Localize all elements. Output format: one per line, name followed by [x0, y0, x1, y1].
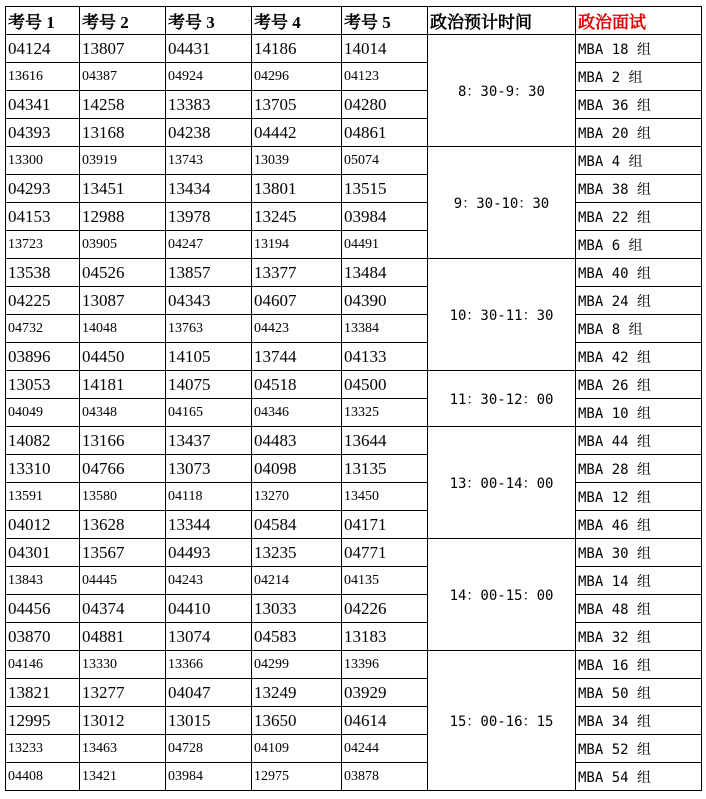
interview-group-cell: MBA 10 组: [576, 399, 702, 427]
exam-id-cell: 04135: [342, 567, 428, 595]
exam-id-cell: 13743: [166, 147, 252, 175]
exam-id-cell: 04348: [80, 399, 166, 427]
exam-id-cell: 04491: [342, 231, 428, 259]
exam-id-cell: 03896: [6, 343, 80, 371]
exam-id-cell: 04301: [6, 539, 80, 567]
interview-group-cell: MBA 42 组: [576, 343, 702, 371]
exam-id-cell: 04483: [252, 427, 342, 455]
exam-id-cell: 04410: [166, 595, 252, 623]
exam-id-cell: 13166: [80, 427, 166, 455]
exam-id-cell: 03984: [342, 203, 428, 231]
exam-id-cell: 13744: [252, 343, 342, 371]
exam-id-cell: 04123: [342, 63, 428, 91]
exam-id-cell: 12988: [80, 203, 166, 231]
exam-id-cell: 13135: [342, 455, 428, 483]
exam-id-cell: 03905: [80, 231, 166, 259]
exam-id-cell: 14048: [80, 315, 166, 343]
table-row: [6, 735, 702, 763]
interview-group-cell: MBA 8 组: [576, 315, 702, 343]
exam-id-cell: 04109: [252, 735, 342, 763]
header-interview-group: 政治面试: [576, 7, 702, 35]
interview-group-cell: MBA 24 组: [576, 287, 702, 315]
table-row: [6, 455, 702, 483]
exam-id-cell: 13821: [6, 679, 80, 707]
exam-id-cell: 04393: [6, 119, 80, 147]
exam-id-cell: 05074: [342, 147, 428, 175]
exam-id-cell: 04238: [166, 119, 252, 147]
exam-id-cell: 04214: [252, 567, 342, 595]
exam-id-cell: 04445: [80, 567, 166, 595]
exam-id-cell: 03878: [342, 763, 428, 791]
exam-id-cell: 13235: [252, 539, 342, 567]
exam-id-cell: 13628: [80, 511, 166, 539]
exam-id-cell: 04343: [166, 287, 252, 315]
exam-id-cell: 04124: [6, 35, 80, 63]
exam-id-cell: 13194: [252, 231, 342, 259]
interview-group-cell: MBA 54 组: [576, 763, 702, 791]
time-slot-cell: 13：00-14：00: [428, 427, 576, 539]
exam-id-cell: 04047: [166, 679, 252, 707]
exam-id-cell: 04390: [342, 287, 428, 315]
interview-group-cell: MBA 30 组: [576, 539, 702, 567]
table-row: [6, 623, 702, 651]
interview-group-cell: MBA 6 组: [576, 231, 702, 259]
header-exam-id-1: 考号 1: [6, 7, 80, 35]
exam-id-cell: 04450: [80, 343, 166, 371]
exam-id-cell: 13801: [252, 175, 342, 203]
exam-id-cell: 13723: [6, 231, 80, 259]
exam-id-cell: 13383: [166, 91, 252, 119]
table-row: [6, 147, 702, 175]
exam-id-cell: 13245: [252, 203, 342, 231]
interview-group-cell: MBA 2 组: [576, 63, 702, 91]
table-row: [6, 763, 702, 791]
exam-id-cell: 13074: [166, 623, 252, 651]
exam-id-cell: 13073: [166, 455, 252, 483]
exam-id-cell: 13451: [80, 175, 166, 203]
exam-id-cell: 04500: [342, 371, 428, 399]
table-row: [6, 427, 702, 455]
exam-id-cell: 04607: [252, 287, 342, 315]
table-row: [6, 63, 702, 91]
interview-group-cell: MBA 14 组: [576, 567, 702, 595]
exam-id-cell: 04153: [6, 203, 80, 231]
exam-id-cell: 03919: [80, 147, 166, 175]
exam-id-cell: 04442: [252, 119, 342, 147]
exam-id-cell: 13366: [166, 651, 252, 679]
exam-id-cell: 04374: [80, 595, 166, 623]
exam-id-cell: 14075: [166, 371, 252, 399]
exam-id-cell: 13183: [342, 623, 428, 651]
exam-id-cell: 13644: [342, 427, 428, 455]
interview-group-cell: MBA 20 组: [576, 119, 702, 147]
table-row: [6, 35, 702, 63]
exam-id-cell: 04098: [252, 455, 342, 483]
exam-id-cell: 13300: [6, 147, 80, 175]
table-body: [6, 35, 702, 791]
exam-id-cell: 13978: [166, 203, 252, 231]
table-row: [6, 91, 702, 119]
interview-group-cell: MBA 38 组: [576, 175, 702, 203]
exam-id-cell: 12995: [6, 707, 80, 735]
exam-id-cell: 13168: [80, 119, 166, 147]
exam-id-cell: 04584: [252, 511, 342, 539]
exam-id-cell: 04732: [6, 315, 80, 343]
table-row: [6, 399, 702, 427]
interview-group-cell: MBA 50 组: [576, 679, 702, 707]
exam-id-cell: 04518: [252, 371, 342, 399]
exam-id-cell: 04766: [80, 455, 166, 483]
interview-group-cell: MBA 48 组: [576, 595, 702, 623]
exam-id-cell: 13087: [80, 287, 166, 315]
exam-id-cell: 13580: [80, 483, 166, 511]
exam-id-cell: 04728: [166, 735, 252, 763]
exam-id-cell: 13450: [342, 483, 428, 511]
exam-id-cell: 14082: [6, 427, 80, 455]
table-row: [6, 371, 702, 399]
exam-id-cell: 13650: [252, 707, 342, 735]
exam-id-cell: 13396: [342, 651, 428, 679]
exam-id-cell: 13330: [80, 651, 166, 679]
table-row: [6, 119, 702, 147]
interview-group-cell: MBA 46 组: [576, 511, 702, 539]
exam-id-cell: 13807: [80, 35, 166, 63]
exam-id-cell: 13591: [6, 483, 80, 511]
table-row: [6, 231, 702, 259]
exam-id-cell: 04861: [342, 119, 428, 147]
exam-id-cell: 04133: [342, 343, 428, 371]
exam-id-cell: 13616: [6, 63, 80, 91]
exam-id-cell: 04296: [252, 63, 342, 91]
exam-id-cell: 04771: [342, 539, 428, 567]
exam-id-cell: 03984: [166, 763, 252, 791]
exam-id-cell: 13515: [342, 175, 428, 203]
time-slot-cell: 10：30-11：30: [428, 259, 576, 371]
exam-id-cell: 04583: [252, 623, 342, 651]
exam-id-cell: 12975: [252, 763, 342, 791]
exam-id-cell: 13270: [252, 483, 342, 511]
interview-group-cell: MBA 22 组: [576, 203, 702, 231]
exam-id-cell: 14105: [166, 343, 252, 371]
time-slot-cell: 9：30-10：30: [428, 147, 576, 259]
exam-id-cell: 13053: [6, 371, 80, 399]
exam-id-cell: 04299: [252, 651, 342, 679]
exam-id-cell: 04247: [166, 231, 252, 259]
interview-group-cell: MBA 32 组: [576, 623, 702, 651]
exam-id-cell: 13705: [252, 91, 342, 119]
interview-group-cell: MBA 4 组: [576, 147, 702, 175]
exam-id-cell: 13484: [342, 259, 428, 287]
exam-id-cell: 04244: [342, 735, 428, 763]
exam-id-cell: 04146: [6, 651, 80, 679]
table-row: [6, 175, 702, 203]
exam-id-cell: 04171: [342, 511, 428, 539]
table-row: [6, 483, 702, 511]
exam-id-cell: 13463: [80, 735, 166, 763]
exam-id-cell: 13012: [80, 707, 166, 735]
time-slot-cell: 15：00-16：15: [428, 651, 576, 791]
interview-schedule-table: [5, 6, 702, 791]
table-row: [6, 707, 702, 735]
header-row: [6, 7, 702, 35]
exam-id-cell: 04293: [6, 175, 80, 203]
exam-id-cell: 13233: [6, 735, 80, 763]
exam-id-cell: 14181: [80, 371, 166, 399]
header-exam-id-3: 考号 3: [166, 7, 252, 35]
exam-id-cell: 04924: [166, 63, 252, 91]
table-row: [6, 287, 702, 315]
exam-id-cell: 13384: [342, 315, 428, 343]
header-expected-time: 政治预计时间: [428, 7, 576, 35]
header-exam-id-5: 考号 5: [342, 7, 428, 35]
exam-id-cell: 04049: [6, 399, 80, 427]
header-exam-id-2: 考号 2: [80, 7, 166, 35]
table-row: [6, 567, 702, 595]
interview-group-cell: MBA 12 组: [576, 483, 702, 511]
exam-id-cell: 13325: [342, 399, 428, 427]
table-row: [6, 511, 702, 539]
exam-id-cell: 13437: [166, 427, 252, 455]
exam-id-cell: 04881: [80, 623, 166, 651]
interview-group-cell: MBA 40 组: [576, 259, 702, 287]
exam-id-cell: 04012: [6, 511, 80, 539]
exam-id-cell: 03929: [342, 679, 428, 707]
time-slot-cell: 8：30-9：30: [428, 35, 576, 147]
interview-group-cell: MBA 36 组: [576, 91, 702, 119]
exam-id-cell: 04387: [80, 63, 166, 91]
exam-id-cell: 04423: [252, 315, 342, 343]
exam-id-cell: 13538: [6, 259, 80, 287]
exam-id-cell: 04346: [252, 399, 342, 427]
exam-id-cell: 14014: [342, 35, 428, 63]
exam-id-cell: 04614: [342, 707, 428, 735]
exam-id-cell: 04456: [6, 595, 80, 623]
table-row: [6, 539, 702, 567]
exam-id-cell: 04431: [166, 35, 252, 63]
exam-id-cell: 04226: [342, 595, 428, 623]
time-slot-cell: 11：30-12：00: [428, 371, 576, 427]
exam-id-cell: 13421: [80, 763, 166, 791]
table-row: [6, 595, 702, 623]
exam-id-cell: 04165: [166, 399, 252, 427]
exam-id-cell: 13015: [166, 707, 252, 735]
exam-id-cell: 13249: [252, 679, 342, 707]
exam-id-cell: 04118: [166, 483, 252, 511]
table-row: [6, 343, 702, 371]
exam-id-cell: 13344: [166, 511, 252, 539]
interview-group-cell: MBA 52 组: [576, 735, 702, 763]
interview-group-cell: MBA 18 组: [576, 35, 702, 63]
exam-id-cell: 04526: [80, 259, 166, 287]
exam-id-cell: 13857: [166, 259, 252, 287]
exam-id-cell: 13277: [80, 679, 166, 707]
table-row: [6, 315, 702, 343]
exam-id-cell: 13039: [252, 147, 342, 175]
time-slot-cell: 14：00-15：00: [428, 539, 576, 651]
interview-group-cell: MBA 34 组: [576, 707, 702, 735]
exam-id-cell: 13033: [252, 595, 342, 623]
exam-id-cell: 14258: [80, 91, 166, 119]
exam-id-cell: 04243: [166, 567, 252, 595]
table-row: [6, 679, 702, 707]
interview-group-cell: MBA 28 组: [576, 455, 702, 483]
interview-group-cell: MBA 16 组: [576, 651, 702, 679]
exam-id-cell: 13377: [252, 259, 342, 287]
exam-id-cell: 13843: [6, 567, 80, 595]
table-row: [6, 203, 702, 231]
exam-id-cell: 04408: [6, 763, 80, 791]
exam-id-cell: 04280: [342, 91, 428, 119]
exam-id-cell: 04493: [166, 539, 252, 567]
table-row: [6, 259, 702, 287]
exam-id-cell: 13434: [166, 175, 252, 203]
exam-id-cell: 13310: [6, 455, 80, 483]
exam-id-cell: 13567: [80, 539, 166, 567]
header-exam-id-4: 考号 4: [252, 7, 342, 35]
interview-group-cell: MBA 26 组: [576, 371, 702, 399]
exam-id-cell: 14186: [252, 35, 342, 63]
exam-id-cell: 04341: [6, 91, 80, 119]
exam-id-cell: 13763: [166, 315, 252, 343]
table-row: [6, 651, 702, 679]
exam-id-cell: 03870: [6, 623, 80, 651]
exam-id-cell: 04225: [6, 287, 80, 315]
interview-group-cell: MBA 44 组: [576, 427, 702, 455]
